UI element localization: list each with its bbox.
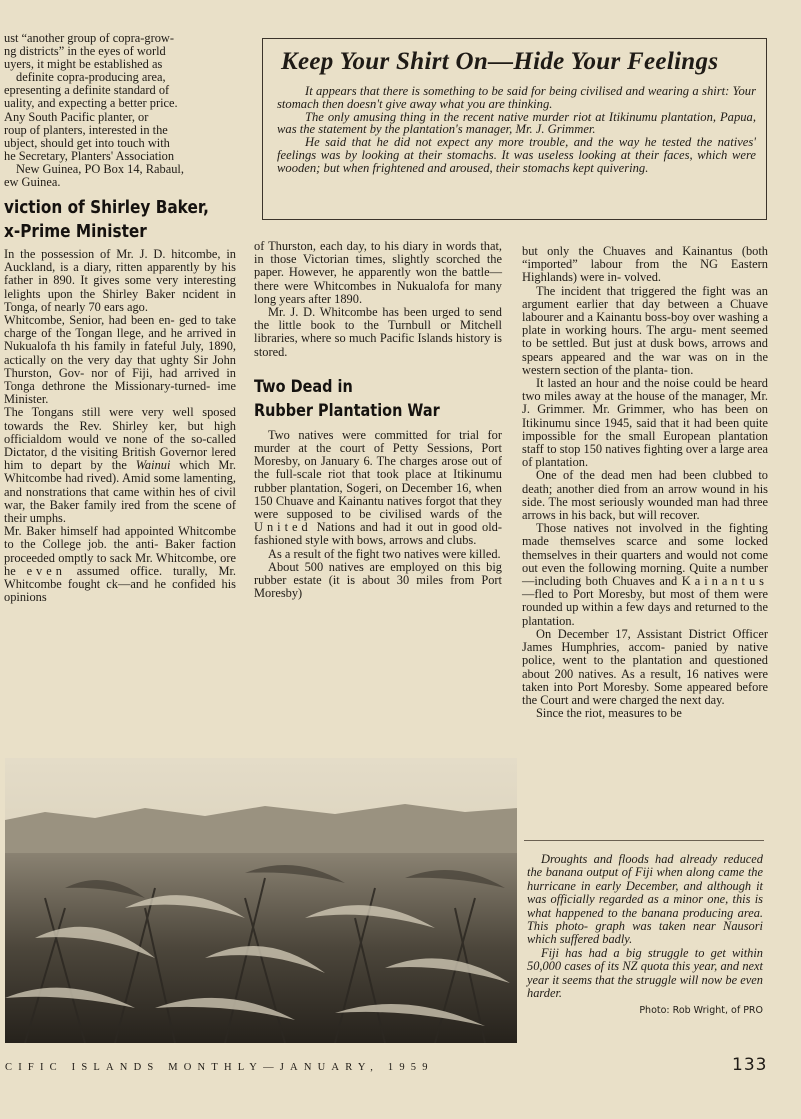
banana-plantation-photo <box>5 758 517 1043</box>
mid-paragraph: of Thurston, each day, to his diary in words that, in those Victorian times, slightly scorched the paper. However, he apparently won the battle—there were Whitcombes in Nukualofa for many long years after 1890. <box>254 239 502 306</box>
right-paragraph: but only the Chuaves and Kainantus (both “imported” labour from the NG Eastern Highlands) were in- volved. <box>522 244 768 285</box>
conviction-paragraph: Whitcombe, Senior, had been en- ged to take charge of the Tongan llege, and he arrived in Nukualofa th his family in fateful July, 1890, actically on the very day that ughty Sir John Thurston, Gov- nor of Fiji, had arrived in Tonga dethrone the Missionary-turned- ime Minister. <box>4 313 236 407</box>
left-top-line: he Secretary, Planters' Association <box>4 148 175 163</box>
left-top-line: ng districts” in the eyes of world <box>4 44 166 59</box>
right-paragraph: One of the dead men had been clubbed to death; another died from an arrow wound in his side. The most seriously wounded man had three arrows in his back, but will recover. <box>522 468 768 523</box>
page-number: 133 <box>732 1055 768 1075</box>
conviction-heading-line2: x-Prime Minister <box>4 221 147 242</box>
right-paragraph: Since the riot, measures to be <box>536 706 682 721</box>
war-paragraph: As a result of the fight two natives were killed. <box>268 546 501 561</box>
left-column-top <box>4 32 236 189</box>
left-top-line: uality, and expecting a better price. <box>4 96 178 111</box>
ship-name: Wainui <box>135 458 171 473</box>
caption-divider <box>524 840 764 841</box>
left-top-line: ubject, should get into touch with <box>4 135 170 150</box>
mid-paragraph: Mr. J. D. Whitcombe has been urged to send the little book to the Turnbull or Mitchell libraries, where so much Pacific Islands history is stored. <box>254 305 502 359</box>
conviction-heading-line1: viction of Shirley Baker, <box>4 197 209 218</box>
war-heading-line2: Rubber Plantation War <box>254 400 440 421</box>
conviction-paragraph: The Tongans still were very well sposed towards the Rev. Shirley ker, but high officialdom would ve none of the so-called Dictator, d the visiting British Governor lered him to depart by the Wainui which Mr. Whitcombe had rived). Amid some lamenting, and nonstrations that came within hes of civil war, the Baker family ired from the scene of their umphs. <box>4 405 236 526</box>
caption-paragraph: Fiji has had a big struggle to get within 50,000 cases of its NZ quota this year, and next year it seems that the struggle will now be even harder. <box>527 945 763 1001</box>
right-column <box>522 245 768 720</box>
war-heading-line1: Two Dead in <box>254 376 353 397</box>
left-top-line: epresenting a definite standard of <box>4 83 170 98</box>
box-paragraph: It appears that there is something to be said for being civilised and wearing a shirt: Your stomach then doesn't give away what you are thinking. <box>277 84 756 111</box>
caption-paragraph: Droughts and floods had already reduced the banana output of Fiji when along came the hurricane in early December, and although it was officially regarded as a minor one, this is what happened to the banana producing area. This photo- graph was taken near Nausori which suffered badly. <box>527 852 763 947</box>
left-top-line: definite copra-producing area, <box>16 70 166 85</box>
shirt-feature-box <box>262 38 767 220</box>
left-top-line: roup of planters, interested in the <box>4 122 168 137</box>
right-paragraph: Those natives not involved in the fighting made themselves scarce and some locked themselves in their quarters and would not come out even the following morning. Quite a number—including both Chuaves and Kainantus—fled to Port Moresby, but most of them were rounded up within a few days and returned to the plantation. <box>522 521 768 628</box>
left-top-line: ust “another group of copra-grow- <box>4 31 174 45</box>
photo-credit: Photo: Rob Wright, of PRO <box>639 1005 763 1017</box>
footer-masthead: CIFIC ISLANDS MONTHLY—JANUARY, 1959 <box>5 1062 434 1073</box>
conviction-paragraph: In the possession of Mr. J. D. hitcombe, in Auckland, is a diary, ritten apparently by his father in 890. It gives some very interesting lelights upon the Shirley Baker ncident in Tonga, of nearly 70 ears ago. <box>4 247 236 314</box>
right-paragraph: On December 17, Assistant District Officer James Humphries, accom- panied by native police, went to the plantation and questioned about 200 natives. As a result, 16 natives were taken into Port Moresby. Some appeared before the Court and were charged the next day. <box>522 626 768 707</box>
left-top-line: Any South Pacific planter, or <box>4 109 149 124</box>
box-paragraph: He said that he did not expect any more trouble, and the way he tested the natives' feelings was by looking at their stomachs. It was useless looking at their faces, which were wooden; but when frightened and aroused, their stomachs kept quivering. <box>277 135 756 175</box>
war-paragraph: About 500 natives are employed on this big rubber estate (it is about 30 miles from Port Moresby) <box>254 559 502 601</box>
middle-column <box>254 240 502 600</box>
war-paragraph: Two natives were committed for trial for murder at the court of Petty Sessions, Port Moresby, on January 6. The charges arose out of the full-scale riot that took place at Itikinumu rubber plantation, Sogeri, on December 16, when 150 Chuave and Kainantu natives forgot that they were supposed to be civilised wards of the United Nations and had it out in good old-fashioned style with bows, arrows and clubs. <box>254 427 502 548</box>
photo-caption <box>527 853 763 1018</box>
right-paragraph: It lasted an hour and the noise could be heard two miles away at the house of the manager, Mr. J. Grimmer. Mr. Grimmer, who has been on Itikinumu since 1945, said that it had been quite impossible for the small European plantation staff to stop 150 natives fighting over a large area of plantation. <box>522 376 768 470</box>
left-top-line: ew Guinea. <box>4 175 61 190</box>
box-title: Keep Your Shirt On—Hide Your Feelings <box>281 48 719 75</box>
right-paragraph: The incident that triggered the fight was an argument earlier that day between a Chuave labourer and a Kainantu boss-boy over washing a plate in working hours. The argu- ment seemed to be settled. But just at dusk bows, arrows and spears appeared and the war was on in the western section of the planta- tion. <box>522 283 768 377</box>
photo-illustration <box>5 758 517 1043</box>
conviction-paragraph: Mr. Baker himself had appointed Whitcombe to the College job. the anti- Baker faction proceeded omptly to sack Mr. Whitcombe, ore he even assumed office. turally, Mr. Whitcombe fought ck—and he confided his opinions <box>4 524 236 605</box>
left-top-line: uyers, it might be established as <box>4 57 163 72</box>
conviction-article <box>4 196 236 604</box>
box-paragraph: The only amusing thing in the recent native murder riot at Itikinumu plantation, Papua, was the statement by the plantation's manager, Mr. J. Grimmer. <box>277 109 756 137</box>
left-top-line: New Guinea, PO Box 14, Rabaul, <box>16 161 184 176</box>
